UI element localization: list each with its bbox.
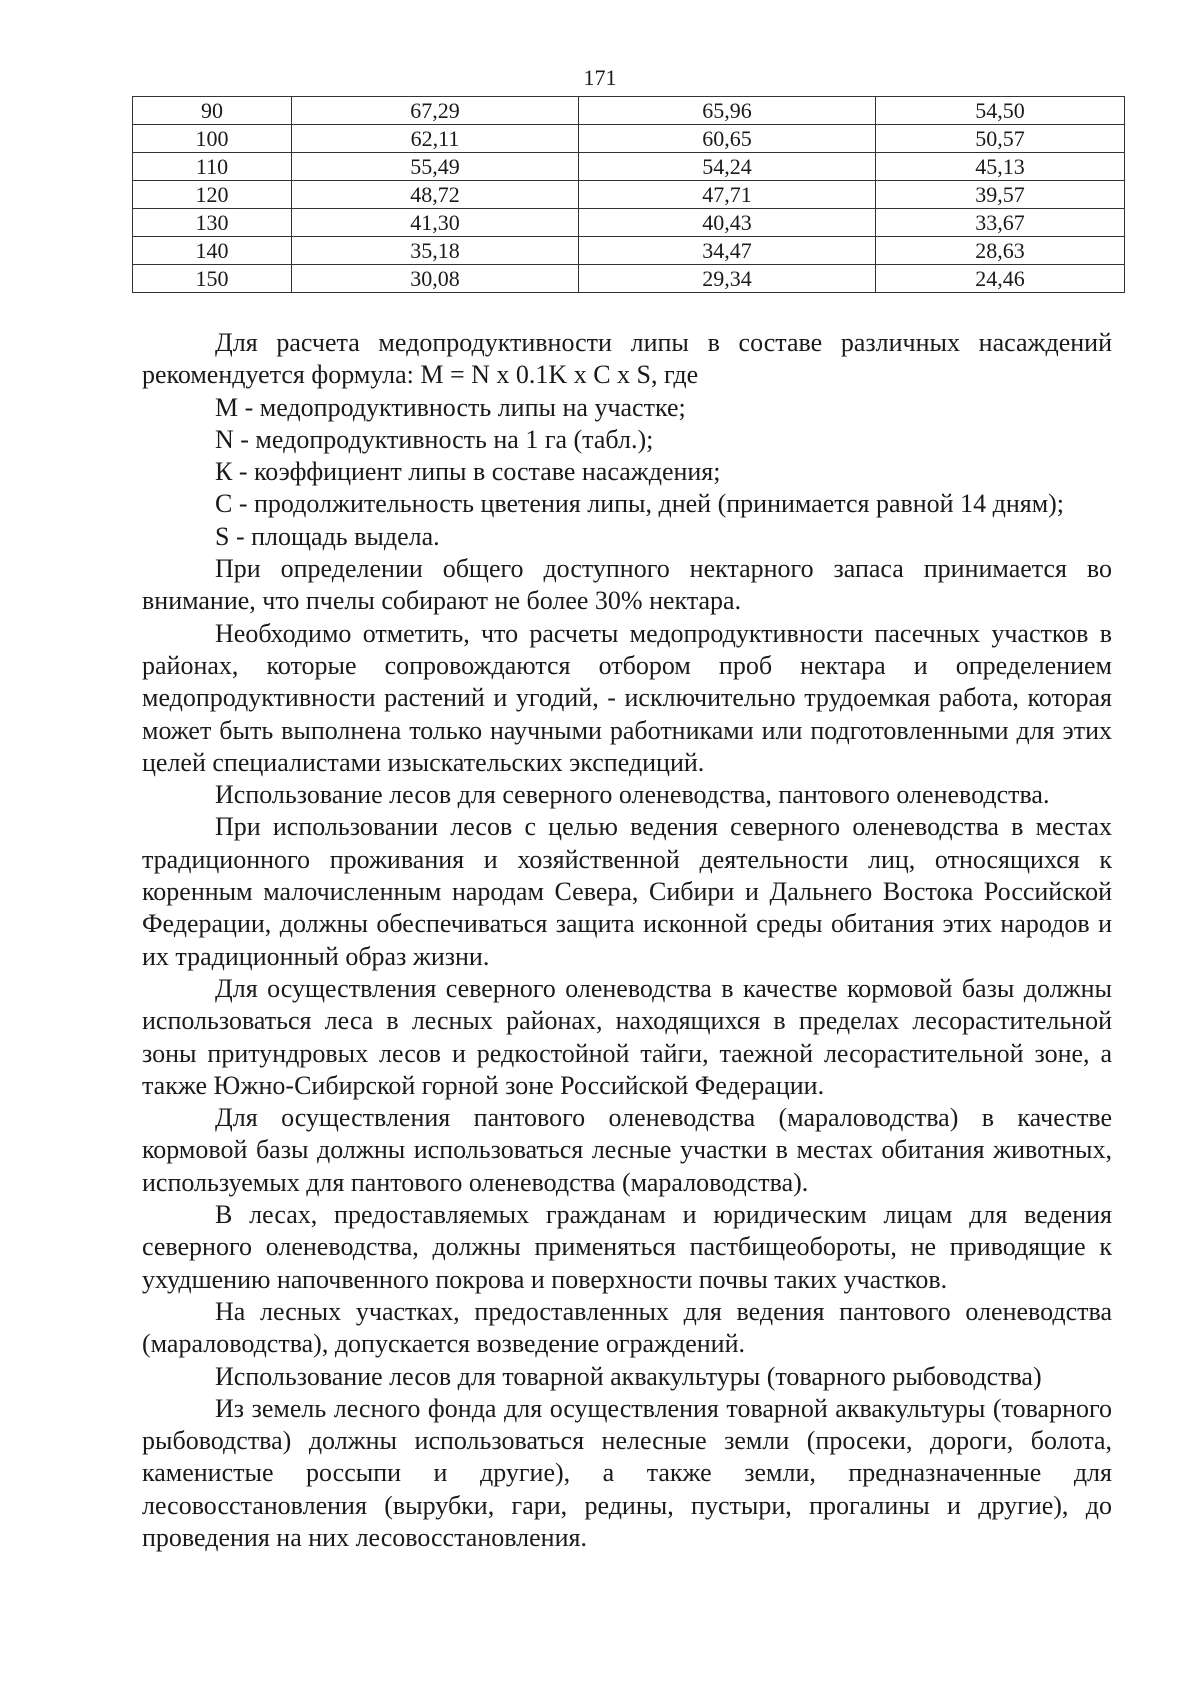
table-row	[133, 125, 1125, 153]
fencing-paragraph: На лесных участках, предоставленных для ведения пантового оленеводства (мараловодства), допускается возведение ограждений.	[142, 1296, 1112, 1359]
table-cell: 29,34	[579, 265, 876, 293]
nectar-reserve-paragraph: При определении общего доступного нектарного запаса принимается во внимание, что пчелы собирают не более 30% нектара.	[142, 554, 1112, 616]
table-cell: 67,29	[292, 97, 579, 125]
indigenous-peoples-paragraph: При использовании лесов с целью ведения северного оленеводства в местах традиционного проживания и хозяйственной деятельности лиц, относящихся к коренным малочисленным народам Севера, Сибири и Дальнего Востока Российской Федерации, должны обеспечиваться защита исконной среды обитания этих народов и их традиционный образ жизни.	[142, 812, 1112, 971]
table-row	[133, 97, 1125, 125]
table-row	[133, 265, 1125, 293]
table-row	[133, 153, 1125, 181]
table-cell: 60,65	[579, 125, 876, 153]
reindeer-section-heading: Использование лесов для северного оленеводства, пантового оленеводства.	[215, 780, 1050, 810]
formula-definition-n: N - медопродуктивность на 1 га (табл.);	[215, 424, 654, 454]
table-cell: 34,47	[579, 237, 876, 265]
table-cell: 65,96	[579, 97, 876, 125]
formula-definition-s: S - площадь выдела.	[215, 521, 440, 551]
table-cell: 41,30	[292, 209, 579, 237]
table-cell: 140	[133, 237, 292, 265]
table-cell: 100	[133, 125, 292, 153]
table-cell: 39,57	[876, 181, 1125, 209]
antler-reindeer-paragraph: Для осуществления пантового оленеводства (мараловодства) в качестве кормовой базы должны использоваться лесные участки в местах обитания животных, используемых для пантового оленеводства (мараловодства).	[142, 1103, 1112, 1197]
table-cell: 24,46	[876, 265, 1125, 293]
table-cell: 130	[133, 209, 292, 237]
table-cell: 62,11	[292, 125, 579, 153]
table-row	[133, 209, 1125, 237]
table-cell: 30,08	[292, 265, 579, 293]
table-cell: 120	[133, 181, 292, 209]
table-cell: 33,67	[876, 209, 1125, 237]
formula-intro-paragraph: Для расчета медопродуктивности липы в составе различных насаждений рекомендуется формула: М = N x 0.1K x C x S, где	[142, 328, 1112, 390]
formula-definition-k: К - коэффициент липы в составе насаждения;	[215, 457, 721, 487]
table-cell: 55,49	[292, 153, 579, 181]
table-cell: 110	[133, 153, 292, 181]
table-cell: 45,13	[876, 153, 1125, 181]
table-cell: 48,72	[292, 181, 579, 209]
pasture-rotation-paragraph: В лесах, предоставляемых гражданам и юридическим лицам для ведения северного оленеводства, должны применяться пастбищеобороты, не приводящие к ухудшению напочвенного покрова и поверхности почвы таких участков.	[142, 1200, 1112, 1294]
table-cell: 28,63	[876, 237, 1125, 265]
table-row	[133, 237, 1125, 265]
table-cell: 150	[133, 265, 292, 293]
table-cell: 54,24	[579, 153, 876, 181]
document-body	[142, 327, 1112, 1554]
aquaculture-section-heading: Использование лесов для товарной аквакультуры (товарного рыбоводства)	[215, 1361, 1042, 1391]
honey-productivity-table	[132, 96, 1125, 293]
table-cell: 50,57	[876, 125, 1125, 153]
table-cell: 54,50	[876, 97, 1125, 125]
formula-definition-c: С - продолжительность цветения липы, дней (принимается равной 14 дням);	[215, 489, 1065, 519]
northern-reindeer-paragraph: Для осуществления северного оленеводства в качестве кормовой базы должны использоваться леса в лесных районах, находящихся в пределах лесорастительной зоны притундровых лесов и редкостойной тайги, таежной лесорастительной зоне, а также Южно-Сибирской горной зоне Российской Федерации.	[142, 973, 1112, 1100]
table-cell: 90	[133, 97, 292, 125]
table-row	[133, 181, 1125, 209]
table-cell: 35,18	[292, 237, 579, 265]
aquaculture-lands-paragraph: Из земель лесного фонда для осуществления товарной аквакультуры (товарного рыбоводства) должны использоваться нелесные земли (просеки, дороги, болота, каменистые россыпи и другие), а также земли, предназначенные для лесовосстановления (вырубки, гари, редины, пустыри, прогалины и другие), до проведения на них лесовосстановления.	[142, 1393, 1112, 1552]
formula-definition-m: М - медопродуктивность липы на участке;	[215, 392, 686, 422]
calculation-note-paragraph: Необходимо отметить, что расчеты медопродуктивности пасечных участков в районах, которые сопровождаются отбором проб нектара и определением медопродуктивности растений и угодий, - исключительно трудоемкая работа, которая может быть выполнена только научными работниками или подготовленными для этих целей специалистами изыскательских экспедиций.	[142, 618, 1112, 777]
table-cell: 47,71	[579, 181, 876, 209]
page-number: 171	[583, 65, 617, 90]
table-cell: 40,43	[579, 209, 876, 237]
